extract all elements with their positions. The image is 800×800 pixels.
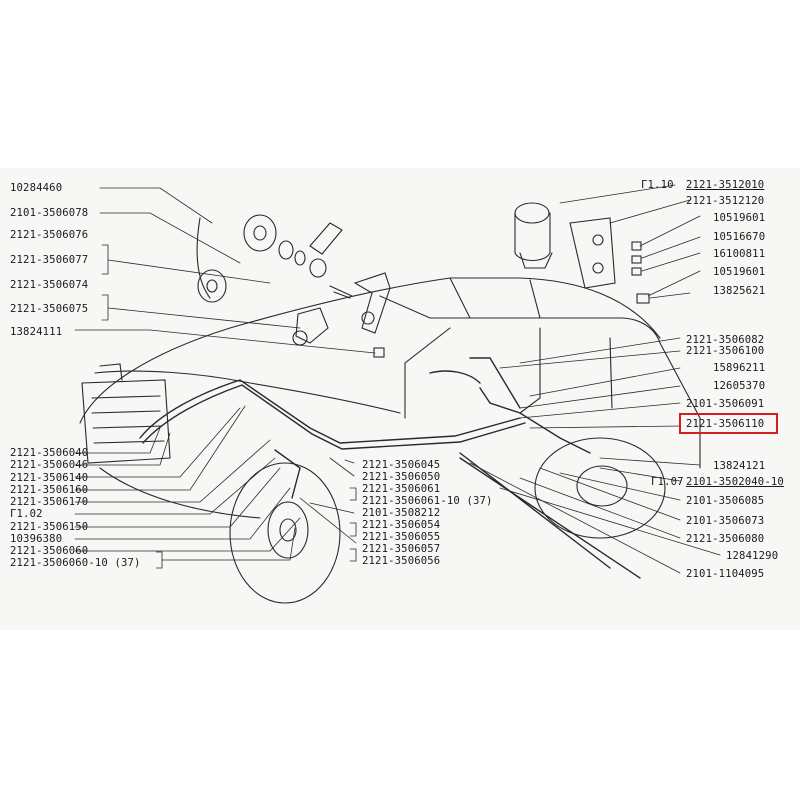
part-label[interactable]: 2101-3506085 (686, 495, 765, 507)
part-label[interactable]: 15896211 (713, 362, 766, 374)
selected-part-label[interactable]: 2121-3506110 (686, 418, 765, 430)
part-label[interactable]: 2121-3506054 (362, 519, 441, 531)
top-right-components (515, 203, 649, 303)
assembly-number-label[interactable]: 2101-3502040-10 (686, 476, 784, 488)
part-label[interactable]: 2121-3506045 (362, 459, 441, 471)
part-label[interactable]: 13825621 (713, 285, 766, 297)
part-label[interactable]: 10284460 (10, 182, 63, 194)
part-label[interactable]: 16100811 (713, 248, 766, 260)
part-label[interactable]: 2101-3508212 (362, 507, 441, 519)
group-ref-label[interactable]: Г1.10 (641, 179, 674, 191)
part-label[interactable]: 10516670 (713, 231, 766, 243)
part-label[interactable]: 10519601 (713, 266, 766, 278)
part-label[interactable]: 2121-3506061-10 (37) (362, 495, 493, 507)
part-label[interactable]: 10396380 (10, 533, 63, 545)
part-label[interactable]: 10519601 (713, 212, 766, 224)
part-label[interactable]: 2121-3506046 (10, 459, 89, 471)
parts-diagram-sheet (0, 168, 800, 630)
leader-lines-right (470, 185, 720, 573)
part-label[interactable]: 12605370 (713, 380, 766, 392)
part-label[interactable]: 2121-3506170 (10, 496, 89, 508)
part-label[interactable]: 2121-3506060-10 (37) (10, 557, 141, 569)
part-label[interactable]: 2121-3506100 (686, 345, 765, 357)
part-label[interactable]: 2121-3506056 (362, 555, 441, 567)
selected-part-highlight[interactable] (679, 413, 778, 434)
part-label[interactable]: 2121-3506060 (10, 545, 89, 557)
part-label[interactable]: 2121-3506150 (10, 521, 89, 533)
part-label[interactable]: 2121-3506140 (10, 472, 89, 484)
part-label[interactable]: 2101-1104095 (686, 568, 765, 580)
part-label[interactable]: 13824121 (713, 460, 766, 472)
group-ref-label[interactable]: Г1.02 (10, 508, 43, 520)
part-label[interactable]: 2121-3506075 (10, 303, 89, 315)
part-label[interactable]: 2121-3506061 (362, 483, 441, 495)
part-label[interactable]: 2121-3506076 (10, 229, 89, 241)
part-label[interactable]: 2101-3506091 (686, 398, 765, 410)
group-ref-label[interactable]: Г1.07 (651, 476, 684, 488)
part-label[interactable]: 2121-3506074 (10, 279, 89, 291)
top-left-components (197, 215, 390, 357)
part-label[interactable]: 2121-3512120 (686, 195, 765, 207)
part-label[interactable]: 13824111 (10, 326, 63, 338)
assembly-number-label[interactable]: 2121-3512010 (686, 179, 765, 191)
part-label[interactable]: 2101-3506078 (10, 207, 89, 219)
part-label[interactable]: 2121-3506160 (10, 484, 89, 496)
rear-wheel (535, 438, 665, 538)
part-label[interactable]: 2101-3506073 (686, 515, 765, 527)
part-label[interactable]: 2121-3506082 (686, 334, 765, 346)
part-label[interactable]: 2121-3506055 (362, 531, 441, 543)
part-label[interactable]: 2121-3506050 (362, 471, 441, 483)
front-wheel (230, 463, 340, 603)
part-label[interactable]: 2121-3506040 (10, 447, 89, 459)
grille (82, 364, 170, 463)
part-label[interactable]: 12841290 (726, 550, 779, 562)
part-label[interactable]: 2121-3506057 (362, 543, 441, 555)
part-label[interactable]: 2121-3506080 (686, 533, 765, 545)
part-label[interactable]: 2121-3506077 (10, 254, 89, 266)
